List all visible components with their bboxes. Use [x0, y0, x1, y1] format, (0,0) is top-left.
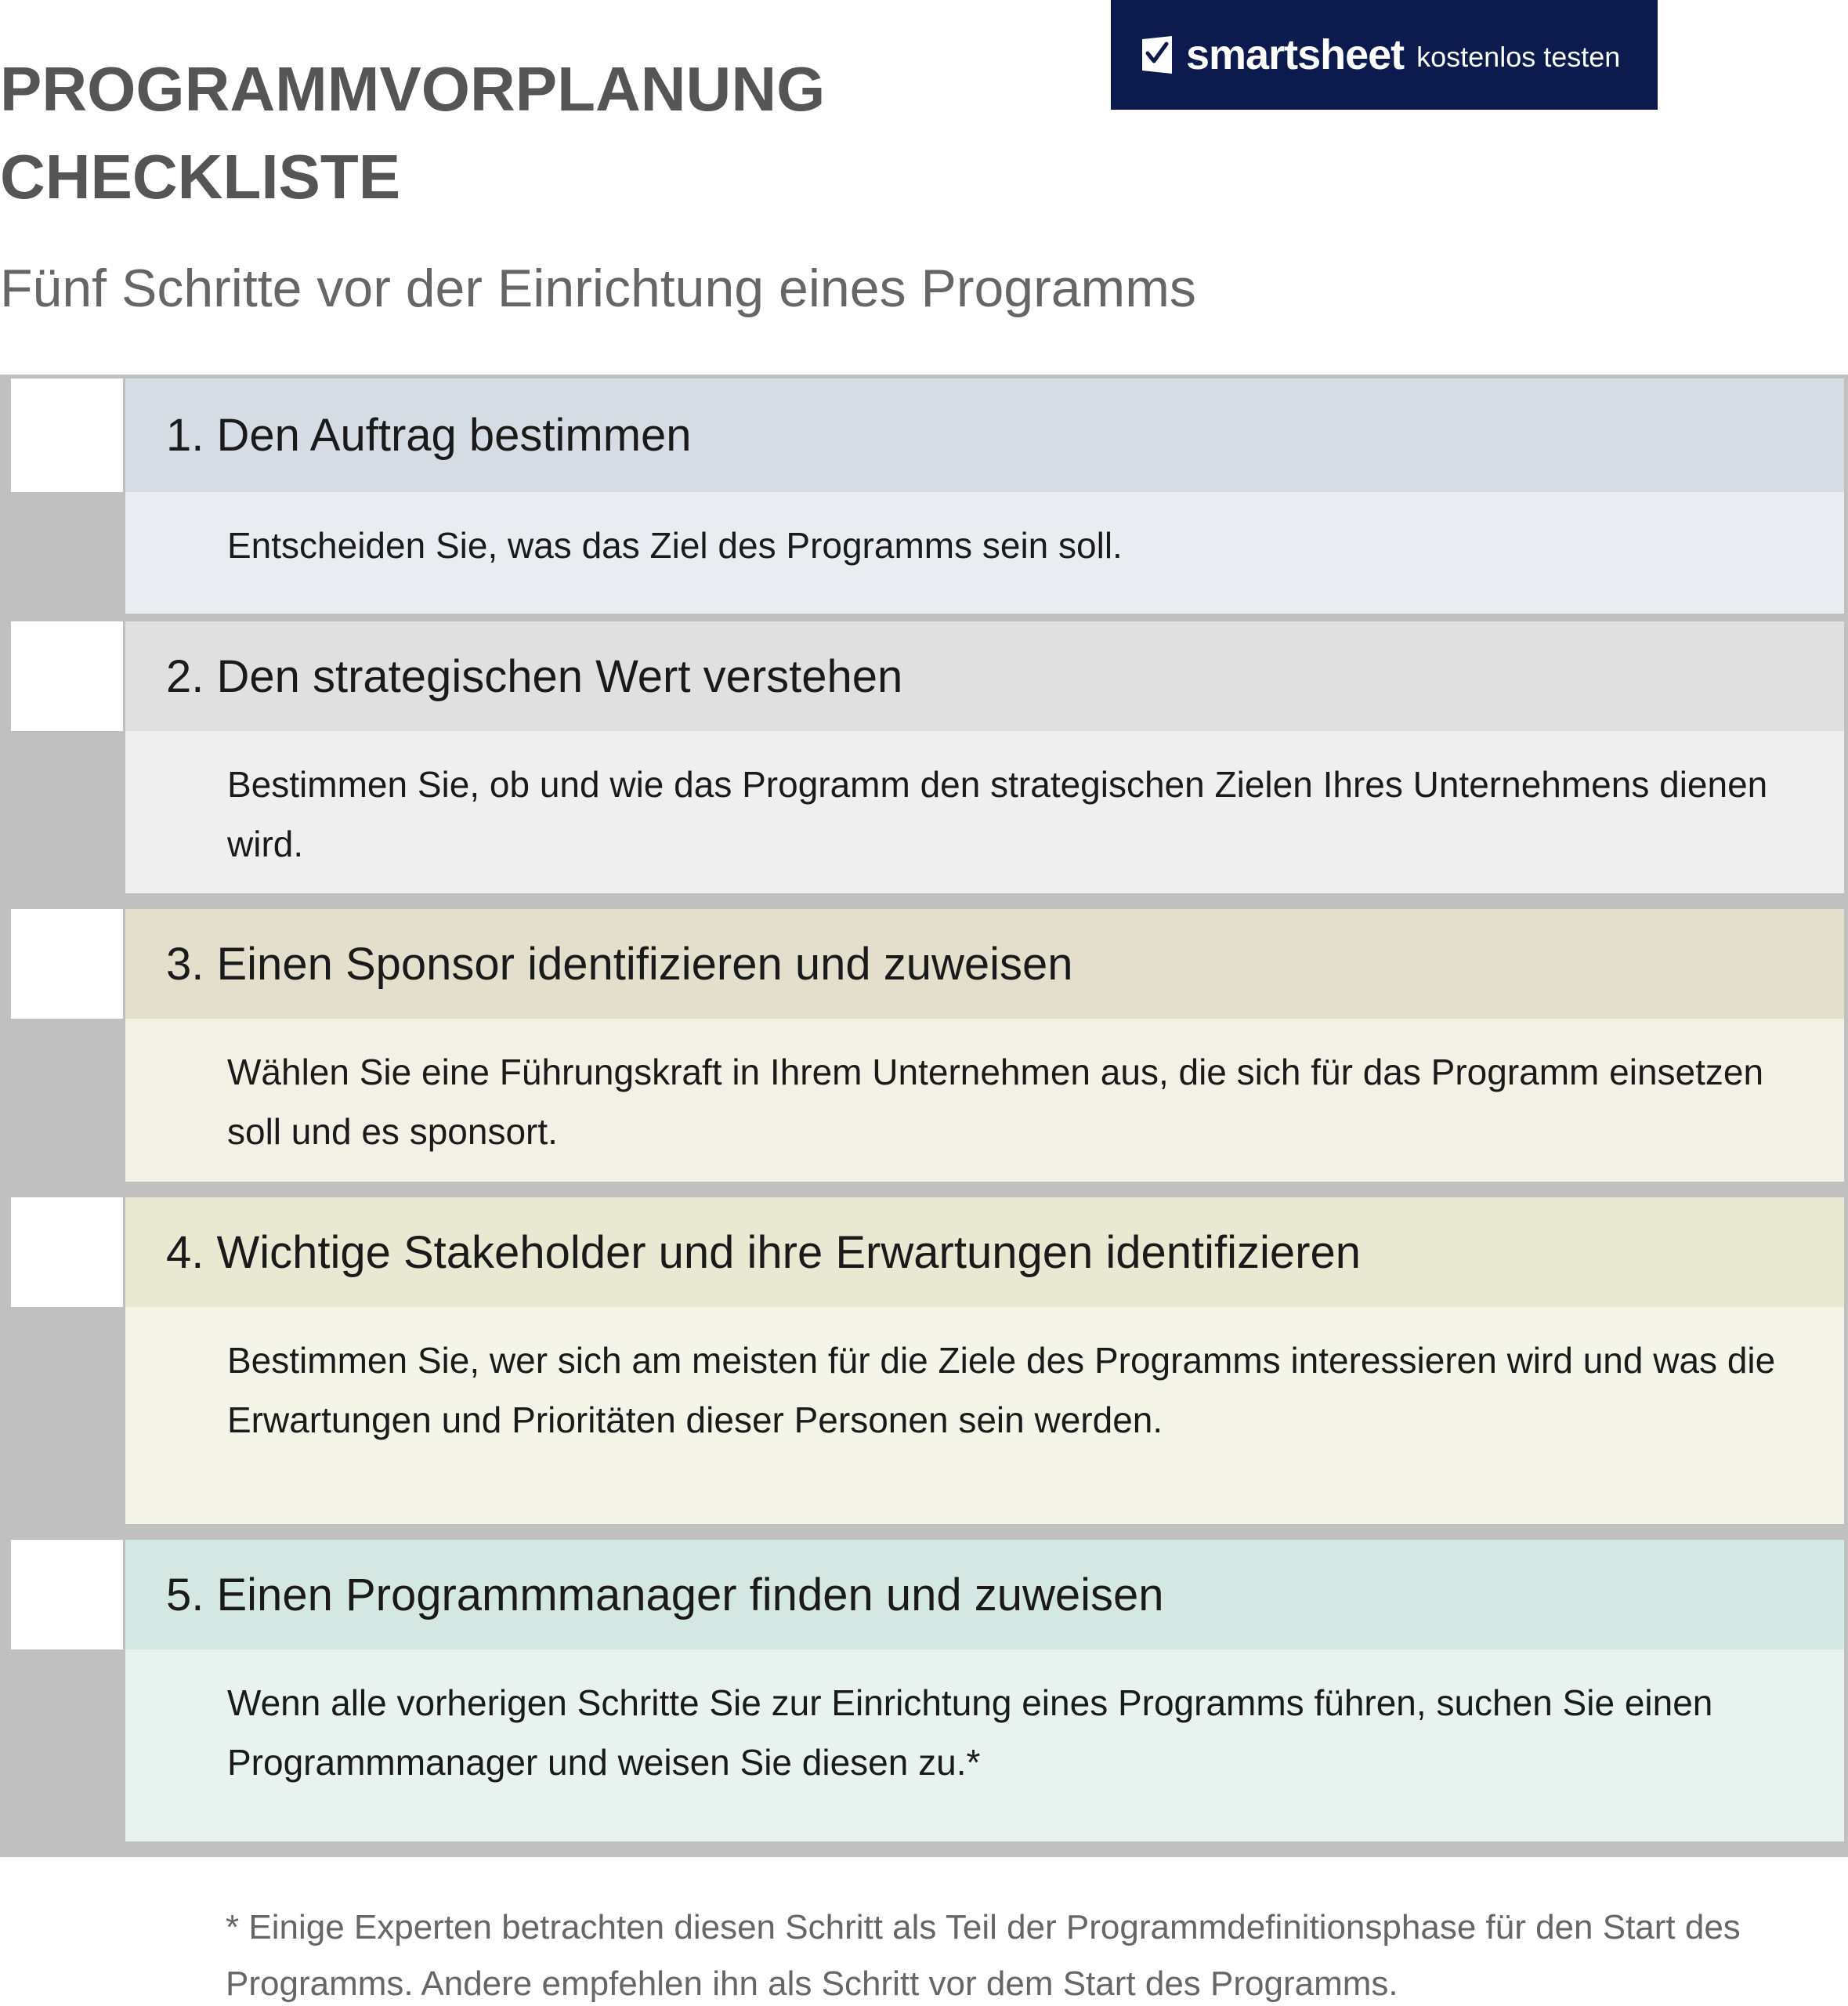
- step-1-description: Entscheiden Sie, was das Ziel des Programms sein soll.: [125, 492, 1844, 614]
- footnote: [226, 1899, 1848, 2006]
- step-3-heading: 3. Einen Sponsor identifizieren und zuweisen: [125, 909, 1844, 1019]
- step-5-heading: 5. Einen Programmmanager finden und zuweisen: [125, 1540, 1844, 1649]
- step-5-checkbox[interactable]: [11, 1540, 123, 1649]
- step-3-checkbox[interactable]: [11, 909, 123, 1019]
- step-4-checkbox[interactable]: [11, 1197, 123, 1307]
- checklist-step-3: [0, 905, 1848, 1193]
- step-4-heading: 4. Wichtige Stakeholder und ihre Erwartungen identifizieren: [125, 1197, 1844, 1307]
- step-2-checkbox[interactable]: [11, 621, 123, 731]
- step-1-checkbox[interactable]: [11, 378, 123, 492]
- brand-cta: kostenlos testen: [1416, 41, 1621, 73]
- page-title: [0, 45, 1018, 221]
- checklist-step-1: [0, 375, 1848, 617]
- step-2-heading: 2. Den strategischen Wert verstehen: [125, 621, 1844, 731]
- page-subtitle: Fünf Schritte vor der Einrichtung eines Programms: [0, 259, 1196, 318]
- step-4-description: Bestimmen Sie, wer sich am meisten für die Ziele des Programms interessieren wird und was die Erwartungen und Prioritäten dieser Personen sein werden.: [125, 1307, 1844, 1524]
- footnote-line-1: * Einige Experten betrachten diesen Schritt als Teil der Programmdefinitionsphase für den Start des: [226, 1908, 1741, 1946]
- step-2-description: Bestimmen Sie, ob und wie das Programm den strategischen Zielen Ihres Unternehmens dienen wird.: [125, 731, 1844, 893]
- checklist: [0, 375, 1848, 1857]
- footnote-line-2: Programms. Andere empfehlen ihn als Schritt vor dem Start des Programms.: [226, 1964, 1398, 2003]
- step-5-description: Wenn alle vorherigen Schritte Sie zur Einrichtung eines Programms führen, suchen Sie einen Programmmanager und weisen Sie diesen zu.*: [125, 1649, 1844, 1841]
- checklist-step-2: [0, 617, 1848, 905]
- step-3-description: Wählen Sie eine Führungskraft in Ihrem Unternehmen aus, die sich für das Programm einsetzen soll und es sponsort.: [125, 1019, 1844, 1182]
- page-title-line-1: PROGRAMMVORPLANUNG: [0, 54, 826, 124]
- checklist-step-5: [0, 1536, 1848, 1857]
- checklist-step-4: [0, 1193, 1848, 1536]
- brand-name: smartsheet: [1186, 31, 1405, 78]
- smartsheet-trial-banner[interactable]: [1111, 0, 1658, 110]
- page-title-line-2: CHECKLISTE: [0, 142, 401, 212]
- smartsheet-check-icon: [1142, 36, 1172, 74]
- step-1-heading: 1. Den Auftrag bestimmen: [125, 378, 1844, 492]
